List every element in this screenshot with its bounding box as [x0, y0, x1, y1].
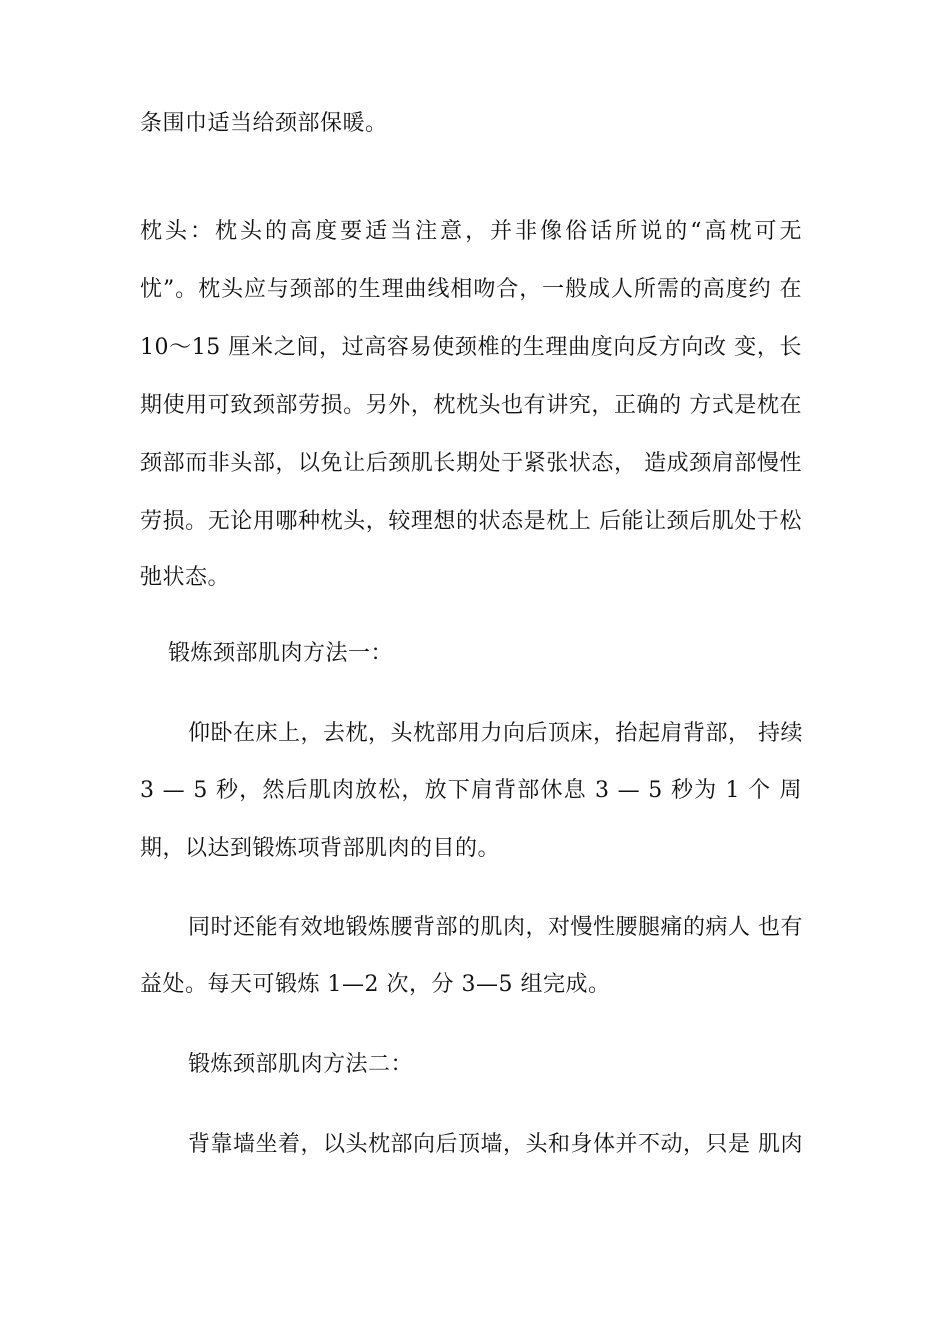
section-heading: 锻炼颈部肌肉方法一：: [168, 641, 394, 666]
paragraph-line: 3 — 5 秒，然后肌肉放松，放下肩背部休息 3 — 5 秒为 1 个 周: [140, 778, 802, 803]
paragraph-line: 忧”。枕头应与颈部的生理曲线相吻合，一般成人所需的高度约 在: [140, 277, 802, 302]
section-heading: 锻炼颈部肌肉方法二：: [188, 1052, 414, 1077]
paragraph-line: 劳损。无论用哪种枕头，较理想的状态是枕上 后能让颈后肌处于松: [140, 509, 802, 534]
paragraph-line: 益处。每天可锻炼 1—2 次，分 3—5 组完成。: [140, 972, 611, 997]
paragraph-line: 颈部而非头部，以免让后颈肌长期处于紧张状态， 造成颈肩部慢性: [140, 451, 802, 476]
paragraph-line: 期，以达到锻炼项背部肌肉的目的。: [140, 836, 501, 861]
paragraph-line: 弛状态。: [140, 565, 231, 590]
paragraph-line: 10〜15 厘米之间，过高容易使颈椎的生理曲度向反方向改 变，长: [140, 335, 802, 360]
paragraph-line: 枕头：枕头的高度要适当注意，并非像俗话所说的“高枕可无: [140, 219, 802, 244]
paragraph-line: 期使用可致颈部劳损。另外，枕枕头也有讲究，正确的 方式是枕在: [140, 393, 802, 418]
paragraph-line: 同时还能有效地锻炼腰背部的肌肉，对慢性腰腿痛的病人 也有: [188, 915, 803, 940]
paragraph-line: 仰卧在床上，去枕，头枕部用力向后顶床，抬起肩背部， 持续: [188, 721, 803, 746]
paragraph-line: 条围巾适当给颈部保暖。: [140, 111, 388, 136]
paragraph-line: 背靠墙坐着，以头枕部向后顶墙，头和身体并不动，只是 肌肉: [188, 1132, 803, 1157]
